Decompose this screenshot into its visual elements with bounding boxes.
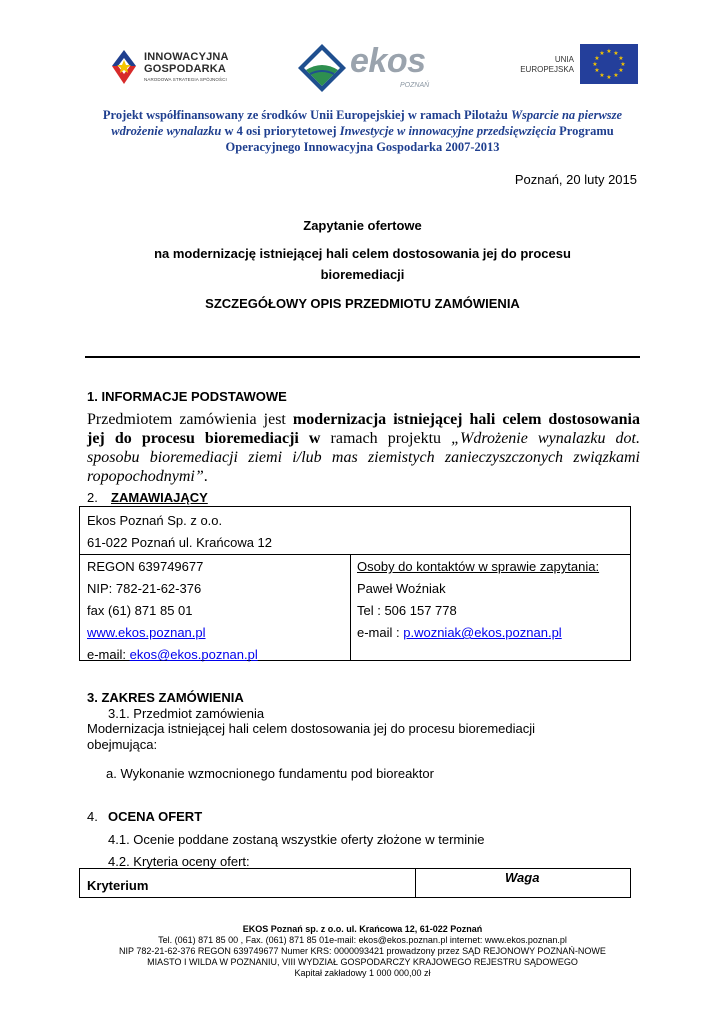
contractor-table [79,506,631,661]
section4-number: 4. [87,809,98,824]
ig-logo-subtitle: NARODOWA STRATEGIA SPÓJNOŚCI [144,77,227,82]
svg-text:★: ★ [594,55,600,62]
document-subtitle-line1: na modernizację istniejącej hali celem dostosowania jej do procesu [154,246,571,261]
nip: NIP: 782-21-62-376 [87,581,202,596]
section4-heading: OCENA OFERT [108,809,203,824]
table-row-divider [80,554,630,555]
contact-tel: Tel : 506 157 778 [357,603,457,618]
svg-text:★: ★ [620,61,626,68]
contact-email: e-mail : p.wozniak@ekos.poznan.pl [357,625,562,640]
section3-heading: 3. ZAKRES ZAMÓWIENIA [87,690,244,705]
project-funding-note: Projekt współfinansowany ze środków Unii Europejskiej w ramach Pilotażu Wsparcie na pierwsze wdrożenie wynalazku w 4 osi priorytetowej Inwestycje w innowacyjne przedsięwzięcia Programu Operacyjnego Innowacyjna Gospodarka 2007-2013 [102,108,623,154]
section3-item-a: a. Wykonanie wzmocnionego fundamentu pod bioreaktor [106,766,434,781]
svg-text:★: ★ [618,55,624,62]
ig-emblem-icon [108,46,140,90]
footer-line3: NIP 782-21-62-376 REGON 639749677 Numer KRS: 0000093421 prowadzony przez SĄD REJONOWY POZNAŃ-NOWE [119,946,606,956]
website-link[interactable]: www.ekos.poznan.pl [87,625,206,640]
footer-line5: Kapitał zakładowy 1 000 000,00 zł [294,968,431,978]
ekos-emblem-icon [296,42,348,94]
footer-line2: Tel. (061) 871 85 00 , Fax. (061) 871 85 01e-mail: ekos@ekos.poznan.pl internet: www.ekos.poznan.pl [158,935,567,945]
ue-logo-text: UNIA EUROPEJSKA [520,55,574,74]
main-heading: SZCZEGÓŁOWY OPIS PRZEDMIOTU ZAMÓWIENIA [205,296,520,311]
document-title: Zapytanie ofertowe [303,218,422,233]
company-email-link[interactable]: ekos@ekos.poznan.pl [129,647,258,662]
table-column-divider [350,554,351,661]
section3-sub: 3.1. Przedmiot zamówienia [108,706,265,721]
footer-line4: MIASTO I WILDA W POZNANIU, VIII WYDZIAŁ GOSPODARCZY KRAJOWEGO REJESTRU SĄDOWEGO [147,957,578,967]
weight-col-header: Waga [505,870,540,885]
regon: REGON 639749677 [87,559,204,574]
footer-line1: EKOS Poznań sp. z o.o. ul. Krańcowa 12, 61-022 Poznań [242,924,483,934]
svg-text:★: ★ [599,50,605,57]
section4-item1: 4.1. Ocenie poddane zostaną wszystkie oferty złożone w terminie [108,832,485,847]
company-name: Ekos Poznań Sp. z o.o. [87,513,223,528]
section2-number: 2. [87,490,98,505]
document-date: Poznań, 20 luty 2015 [514,172,637,187]
contact-heading: Osoby do kontaktów w sprawie zapytania: [357,559,600,574]
fax: fax (61) 871 85 01 [87,603,193,618]
svg-text:★: ★ [599,72,605,79]
ekos-logo-word: ekos [350,42,426,80]
ekos-logo [296,40,446,96]
unia-europejska-logo [518,44,640,86]
svg-text:★: ★ [592,61,598,68]
svg-text:★: ★ [613,50,619,57]
section1-paragraph: Przedmiotem zamówienia jest modernizacja istniejącej hali celem dostosowania jej do procesu bioremediacji w ramach projektu „Wdrożenie wynalazku dot. sposobu bioremediacji ziemi i/lub mas ziemistych zanieczyszczonych związkami ropopochodnymi”. [87,411,640,485]
ekos-logo-city: POZNAŃ [400,82,430,89]
ig-logo-text: INNOWACYJNA GOSPODARKA [144,51,229,75]
svg-text:★: ★ [606,48,612,55]
eu-flag-icon [580,44,638,84]
company-address: 61-022 Poznań ul. Krańcowa 12 [87,535,273,550]
company-email: e-mail: ekos@ekos.poznan.pl [87,647,258,662]
criteria-table [79,868,631,898]
svg-text:★: ★ [618,67,624,74]
document-subtitle-line2: bioremediacji [320,267,405,282]
section4-item2: 4.2. Kryteria oceny ofert: [108,854,250,869]
innowacyjna-gospodarka-logo [108,44,248,92]
criteria-column-divider [415,869,416,897]
page-footer [60,924,665,979]
svg-text:★: ★ [594,67,600,74]
section1-heading: 1. INFORMACJE PODSTAWOWE [87,389,287,404]
section2-heading: ZAMAWIAJĄCY [111,490,208,505]
contact-name: Paweł Woźniak [357,581,446,596]
divider [85,356,640,358]
contact-email-link[interactable]: p.wozniak@ekos.poznan.pl [403,625,562,640]
section3-line2: obejmująca: [87,737,158,752]
svg-text:★: ★ [606,74,612,81]
criteria-col-header: Kryterium [87,878,149,893]
svg-text:★: ★ [613,72,619,79]
section3-line1: Modernizacja istniejącej hali celem dostosowania jej do procesu bioremediacji [87,721,536,736]
